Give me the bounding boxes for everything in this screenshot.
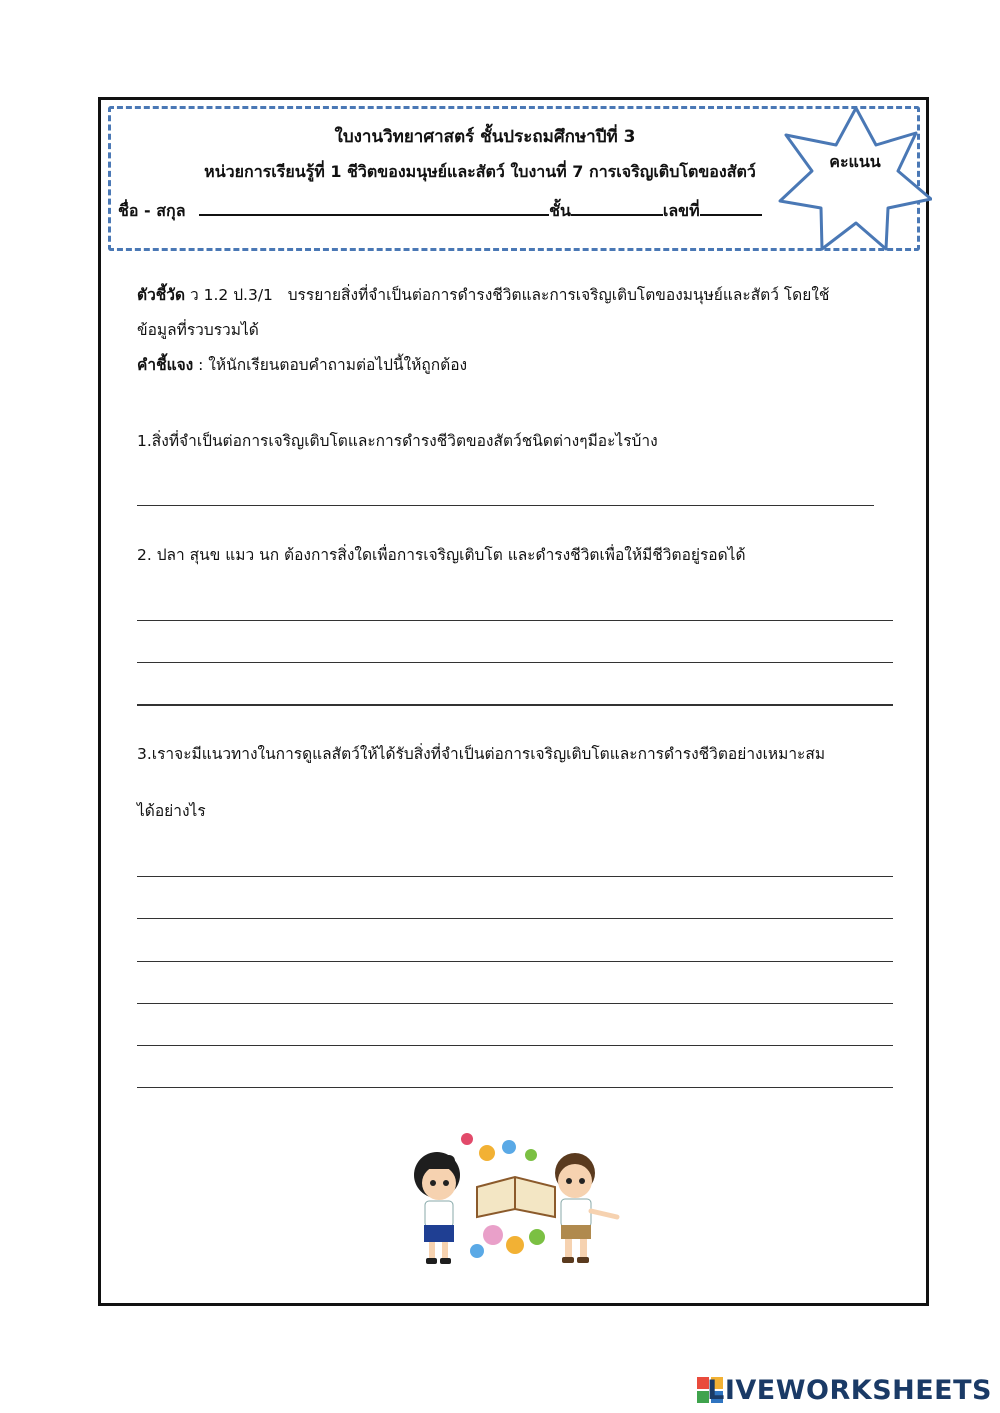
score-label: คะแนน <box>829 152 881 171</box>
question-3-line-1: 3.เราจะมีแนวทางในการดูแลสัตว์ให้ได้รับสิ่งที่จำเป็นต่อการเจริญเติบโตและการดำรงชีวิตอย่างเหมาะสม <box>137 745 826 763</box>
answer-line-q3-4[interactable] <box>137 1003 893 1004</box>
question-1: 1.สิ่งที่จำเป็นต่อการเจริญเติบโตและการดำรงชีวิตของสัตว์ชนิดต่างๆมีอะไรบ้าง <box>137 432 658 450</box>
name-field[interactable] <box>199 200 549 216</box>
question-2: 2. ปลา สุนข แมว นก ต้องการสิ่งใดเพื่อการเจริญเติบโต และดำรงชีวิตเพื่อให้มีชีวิตอยู่รอดได้ <box>137 546 746 564</box>
answer-line-q3-5[interactable] <box>137 1045 893 1046</box>
indicator-label: ตัวชี้วัด <box>137 286 186 304</box>
answer-line-q2-3[interactable] <box>137 704 893 706</box>
worksheet-subtitle: หน่วยการเรียนรู้ที่ 1 ชีวิตของมนุษย์และสัตว์ ใบงานที่ 7 การเจริญเติบโตของสัตว์ <box>204 162 756 181</box>
answer-line-q2-1[interactable] <box>137 620 893 621</box>
indicator-code: ว 1.2 ป.3/1 <box>185 286 273 304</box>
score-star-icon <box>776 105 932 253</box>
answer-line-q3-3[interactable] <box>137 961 893 962</box>
number-field[interactable] <box>700 200 762 216</box>
name-label: ชื่อ - สกุล <box>118 201 186 220</box>
instruction-line <box>137 352 467 377</box>
liveworksheets-brand: LIVEWORKSHEETS <box>707 1375 992 1406</box>
indicator-line-2: ข้อมูลที่รวบรวมได้ <box>137 321 259 339</box>
instruction-text: : ให้นักเรียนตอบคำถามต่อไปนี้ให้ถูกต้อง <box>193 356 468 374</box>
worksheet-title: ใบงานวิทยาศาสตร์ ชั้นประถมศึกษาปีที่ 3 <box>334 127 636 147</box>
answer-line-q1-1[interactable] <box>137 505 874 506</box>
answer-line-q3-1[interactable] <box>137 876 893 877</box>
question-3-line-2: ได้อย่างไร <box>137 802 206 820</box>
student-info-row <box>118 199 762 224</box>
answer-line-q2-2[interactable] <box>137 662 893 663</box>
indicator-line-1 <box>137 282 829 307</box>
class-field[interactable] <box>571 200 663 216</box>
answer-line-q3-6[interactable] <box>137 1087 893 1088</box>
indicator-text: บรรยายสิ่งที่จำเป็นต่อการดำรงชีวิตและการเจริญเติบโตของมนุษย์และสัตว์ โดยใช้ <box>287 286 830 304</box>
instruction-label: คำชี้แจง <box>137 356 194 374</box>
answer-line-q3-2[interactable] <box>137 918 893 919</box>
class-label: ชั้น <box>549 201 571 220</box>
number-label: เลขที่ <box>662 201 700 220</box>
students-reading-illustration <box>405 1125 625 1275</box>
